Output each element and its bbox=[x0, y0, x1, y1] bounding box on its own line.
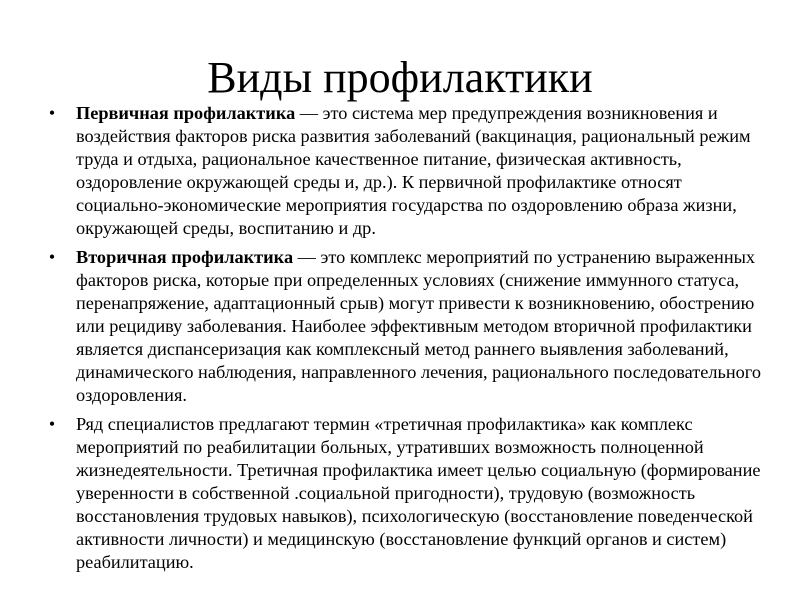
bullet-icon: • bbox=[48, 414, 56, 434]
term-primary-prevention: Первичная профилактика bbox=[76, 103, 296, 123]
item-text: — это система мер предупреждения возникновения и воздействия факторов риска развития заболеваний (вакцинация, рациональный режим труда и отдыха, рациональное качественное питание, физическая активность, оздоровление окружающей среды и, др.). К первичной профилактике относят социально-экономические мероприятия государства по оздоровлению образа жизни, окружающей среды, воспитанию и др. bbox=[76, 103, 751, 238]
list-item-primary-prevention bbox=[42, 102, 762, 240]
bullet-list bbox=[42, 102, 762, 580]
bullet-icon: • bbox=[48, 247, 56, 267]
list-item-tertiary-prevention bbox=[42, 413, 762, 574]
term-secondary-prevention: Вторичная профилактика bbox=[76, 247, 294, 267]
slide-title: Виды профилактики bbox=[207, 53, 593, 102]
bullet-icon: • bbox=[48, 103, 56, 123]
item-text: Ряд специалистов предлагают термин «третичная профилактика» как комплекс мероприятий по реабилитации больных, утративших возможность полноценной жизнедеятельности. Третичная профилактика имеет целью социальную (формирование уверенности в собственной .социальной пригодности), трудовую (возможность восстановления трудовых навыков), психологическую (восстановление поведенческой активности личности) и медицинскую (восстановление функций органов и систем) реабилитацию. bbox=[76, 414, 761, 572]
item-text: — это комплекс мероприятий по устранению выраженных факторов риска, которые при определенных условиях (снижение иммунного статуса, перенапряжение, адаптационный срыв) могут привести к возникновению, обострению или рецидиву заболевания. Наиболее эффективным методом вторичной профилактики является диспансеризация как комплексный метод раннего выявления заболеваний, динамического наблюдения, направленного лечения, рационального последовательного оздоровления. bbox=[76, 247, 761, 405]
list-item-secondary-prevention bbox=[42, 246, 762, 407]
